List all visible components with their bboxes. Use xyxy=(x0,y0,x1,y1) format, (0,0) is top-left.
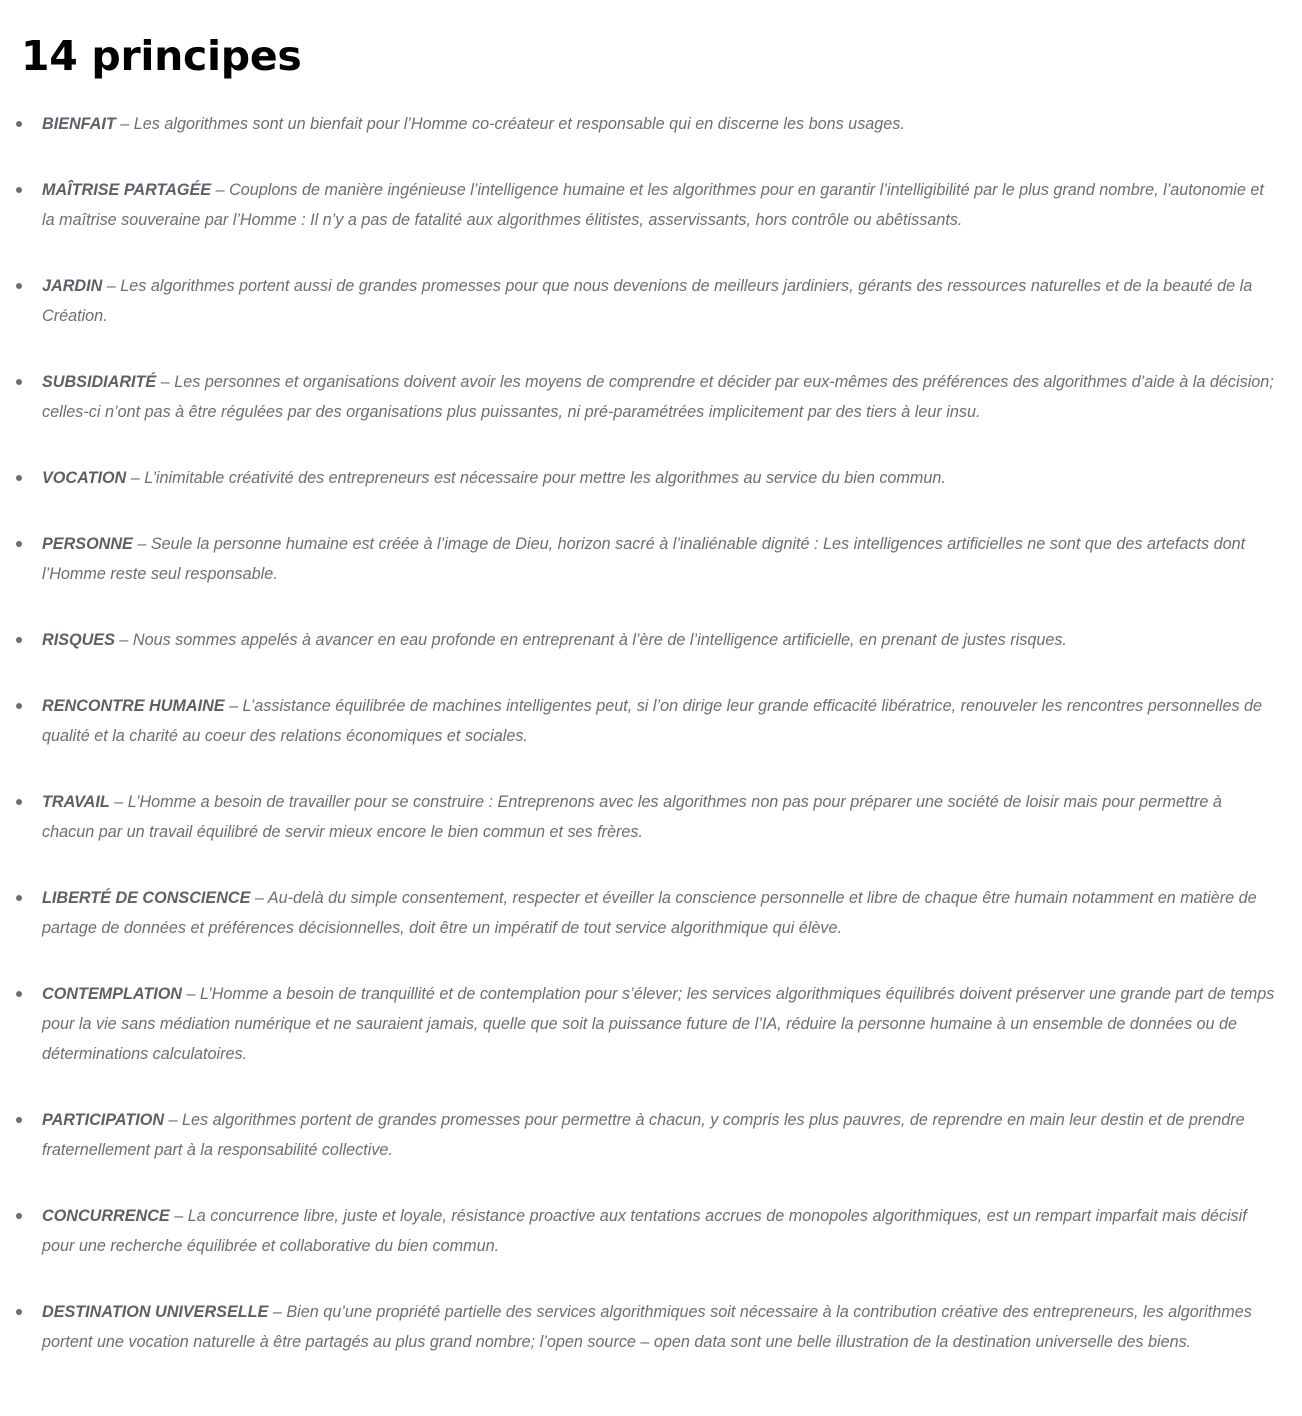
list-item xyxy=(0,175,1302,235)
bullet-icon xyxy=(16,895,22,901)
principle-text: – L’inimitable créativité des entrepreneurs est nécessaire pour mettre les algorithmes au service du bien commun. xyxy=(126,469,946,487)
principles-list xyxy=(0,109,1302,1393)
principle-text: – Seule la personne humaine est créée à l’image de Dieu, horizon sacré à l’inaliénable dignité : Les intelligences artificielles ne sont que des artefacts dont l’Homme reste seul responsable. xyxy=(42,535,1246,583)
principle-term: RISQUES xyxy=(42,631,115,649)
principle-text: – Les algorithmes sont un bienfait pour l’Homme co-créateur et responsable qui en discerne les bons usages. xyxy=(115,115,905,133)
list-item xyxy=(0,787,1302,847)
principle-term: TRAVAIL xyxy=(42,793,110,811)
principle-term: LIBERTÉ DE CONSCIENCE xyxy=(42,889,251,907)
principle-text: – L’Homme a besoin de tranquillité et de contemplation pour s’élever; les services algorithmiques équilibrés doivent préserver une grande part de temps pour la vie sans médiation numérique et ne sauraient jamais, quelle que soit la puissance future de l’IA, réduire la personne humaine à un ensemble de données ou de déterminations calculatoires. xyxy=(42,985,1275,1063)
principle-term: MAÎTRISE PARTAGÉE xyxy=(42,181,212,199)
principle-term: CONTEMPLATION xyxy=(42,985,182,1003)
list-item xyxy=(0,271,1302,331)
bullet-icon xyxy=(16,1117,22,1123)
bullet-icon xyxy=(16,379,22,385)
principle-text: – Couplons de manière ingénieuse l’intelligence humaine et les algorithmes pour en garantir l’intelligibilité par le plus grand nombre, l’autonomie et la maîtrise souveraine par l’Homme : Il n’y a pas de fatalité aux algorithmes élitistes, asservissants, hors contrôle ou abêtissants. xyxy=(42,181,1264,229)
list-item xyxy=(0,1297,1302,1357)
principle-term: SUBSIDIARITÉ xyxy=(42,373,157,391)
list-item xyxy=(0,1201,1302,1261)
bullet-icon xyxy=(16,703,22,709)
bullet-icon xyxy=(16,475,22,481)
list-item xyxy=(0,109,1302,139)
principle-term: RENCONTRE HUMAINE xyxy=(42,697,225,715)
principle-text: – Les personnes et organisations doivent avoir les moyens de comprendre et décider par eux-mêmes des préférences des algorithmes d’aide à la décision; celles-ci n’ont pas à être régulées par des organisations plus puissantes, ni pré-paramétrées implicitement par des tiers à leur insu. xyxy=(42,373,1274,421)
bullet-icon xyxy=(16,1213,22,1219)
principle-term: JARDIN xyxy=(42,277,103,295)
list-item xyxy=(0,367,1302,427)
principle-term: DESTINATION UNIVERSELLE xyxy=(42,1303,269,1321)
principle-text: – Les algorithmes portent aussi de grandes promesses pour que nous devenions de meilleurs jardiniers, gérants des ressources naturelles et de la beauté de la Création. xyxy=(42,277,1253,325)
list-item xyxy=(0,1105,1302,1165)
principle-text: – Bien qu’une propriété partielle des services algorithmiques soit nécessaire à la contribution créative des entrepreneurs, les algorithmes portent une vocation naturelle à être partagés au plus grand nombre; l’open source – open data sont une belle illustration de la destination universelle des biens. xyxy=(42,1303,1252,1351)
bullet-icon xyxy=(16,1309,22,1315)
list-item xyxy=(0,883,1302,943)
list-item xyxy=(0,529,1302,589)
list-item xyxy=(0,625,1302,655)
principle-text: – Au-delà du simple consentement, respecter et éveiller la conscience personnelle et libre de chaque être humain notamment en matière de partage de données et préférences décisionnelles, doit être un impératif de tout service algorithmique qui élève. xyxy=(42,889,1257,937)
principle-term: CONCURRENCE xyxy=(42,1207,170,1225)
list-item xyxy=(0,979,1302,1069)
principle-term: PARTICIPATION xyxy=(42,1111,165,1129)
principle-text: – Nous sommes appelés à avancer en eau profonde en entreprenant à l’ère de l’intelligence artificielle, en prenant de justes risques. xyxy=(114,631,1067,649)
principle-text: – L’assistance équilibrée de machines intelligentes peut, si l’on dirige leur grande efficacité libératrice, renouveler les rencontres personnelles de qualité et la charité au coeur des relations économiques et sociales. xyxy=(42,697,1263,745)
principle-text: – La concurrence libre, juste et loyale, résistance proactive aux tentations accrues de monopoles algorithmiques, est un rempart imparfait mais décisif pour une recherche équilibrée et collaborative du bien commun. xyxy=(42,1207,1247,1255)
principle-term: PERSONNE xyxy=(42,535,133,553)
bullet-icon xyxy=(16,121,22,127)
bullet-icon xyxy=(16,541,22,547)
bullet-icon xyxy=(16,637,22,643)
bullet-icon xyxy=(16,283,22,289)
page-title: 14 principes xyxy=(21,32,302,80)
principle-term: VOCATION xyxy=(42,469,127,487)
list-item xyxy=(0,691,1302,751)
principle-term: BIENFAIT xyxy=(42,115,116,133)
bullet-icon xyxy=(16,991,22,997)
principle-text: – L’Homme a besoin de travailler pour se construire : Entreprenons avec les algorithmes non pas pour préparer une société de loisir mais pour permettre à chacun par un travail équilibré de servir mieux encore le bien commun et ses frères. xyxy=(42,793,1222,841)
principle-text: – Les algorithmes portent de grandes promesses pour permettre à chacun, y compris les plus pauvres, de reprendre en main leur destin et de prendre fraternellement part à la responsabilité collective. xyxy=(42,1111,1245,1159)
bullet-icon xyxy=(16,799,22,805)
bullet-icon xyxy=(16,187,22,193)
list-item xyxy=(0,463,1302,493)
